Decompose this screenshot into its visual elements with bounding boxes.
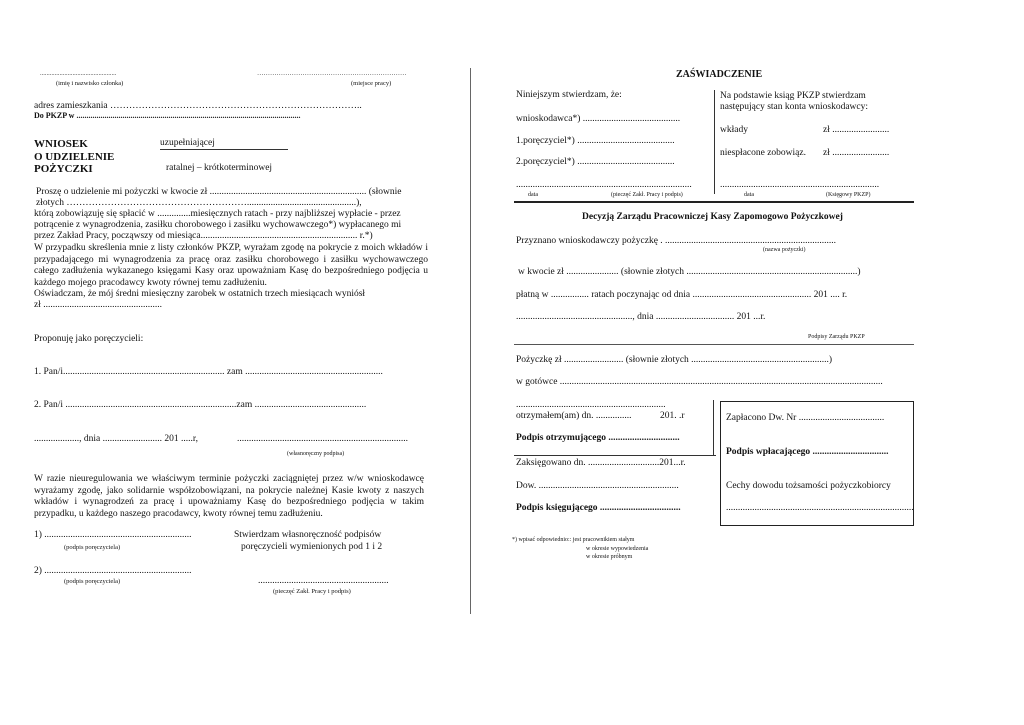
booker-signature[interactable]: Podpis księgującego .................................. [516, 503, 681, 513]
decision-separator [514, 201, 914, 203]
applicant-signature-dots[interactable]: ........................................................................ [237, 434, 408, 444]
to-pkzp-line[interactable]: Do PKZP w ................................................................................................................ [34, 111, 301, 120]
applicant-line[interactable]: wnioskodawca*) ......................................... [516, 114, 681, 124]
workplace-label: (miejsce pracy) [351, 80, 392, 87]
paid-line[interactable]: Zapłacono Dw. Nr .................................... [726, 413, 885, 423]
accountant-label: (Księgowy PKZP) [826, 192, 871, 198]
guarantors-consent: W razie nieuregulowania we właściwym terminie pożyczki zaciągniętej przez w/w wnioskodawcę wyrażamy zgodę, jako solidarnie współzobowiązani, na pokrycie należnej Kasie kwoty z naszych wkładów i wynagrodzeń za pracę i upoważniamy Kasę do bezpośredniego podjęcia w takim przypadku, u każdego naszego pracodawcy, kwoty równej temu zadłużeniu. [34, 474, 424, 519]
recipient-signature[interactable]: Podpis otrzymującego .............................. [516, 433, 680, 443]
id-features-dots[interactable]: ............................................................................... [726, 503, 914, 513]
payer-signature[interactable]: Podpis wpłacającego ................................ [726, 447, 889, 457]
applicant-signature-label: (własnoręczny podpisa) [287, 451, 345, 457]
income-line-2[interactable]: zł .................................................. [34, 300, 162, 310]
books-statement: Na podstawie ksiąg PKZP stwierdzam następujący stan konta wnioskodawcy: [720, 91, 869, 112]
id-features-label: Cechy dowodu tożsamości pożyczkobiorcy [726, 481, 891, 491]
received-year: 201. .r [660, 411, 685, 421]
request-line-4: potrącenie z wynagrodzenia, zasiłku chorobowego i zasiłku wychowawczego*) wypłacanego mi [34, 220, 402, 230]
document-line[interactable]: Dow. ........................................................... [516, 481, 679, 491]
option-installment[interactable]: ratalnej – krótkoterminowej [166, 163, 273, 173]
payout-separator [514, 344, 914, 345]
date-label-2: data [744, 192, 754, 198]
request-line-5: przez Zakład Pracy, począwszy od miesiąca.................................................................. r.*) [34, 231, 373, 241]
loan-amount-line[interactable]: Pożyczkę zł ......................... (słownie złotych ..........................................................) [516, 355, 833, 365]
loan-name-label: (nazwa pożyczki) [763, 247, 806, 253]
option-underline [160, 149, 288, 150]
unpaid-label: niespłacone zobowiąz. [720, 148, 806, 158]
name-label: (imię i nazwisko członka) [56, 80, 124, 87]
removal-consent: W przypadku skreślenia mnie z listy członków PKZP, wyrażam zgodę na pokrycie z moich wkładów i przypadającego mi wynagrodzenia za pracę oraz zasiłku chorobowego i zasiłku wychowawczego całego zadłużenia wykazanego księgami Kasy oraz upoważniam Kasę do bezpośredniego podjęcia u każdego mojego pracodawcy kwoty równej temu zadłużeniu. [34, 243, 428, 288]
board-signature-label: Podpisy Zarządu PKZP [808, 334, 865, 340]
receipt-divider [713, 400, 714, 456]
certificate-title: ZAŚWIADCZENIE [676, 69, 763, 80]
guarantors-title: Proponuję jako poręczycieli: [34, 334, 144, 344]
certificate-column-divider [714, 90, 715, 194]
certify-line: Niniejszym stwierdzam, że: [516, 90, 622, 100]
workplace-stamp-label: (pieczęć Zakł. Pracy i podpis) [273, 588, 351, 595]
stamp-label: (pieczęć Zakł. Pracy i podpis) [611, 192, 683, 198]
workplace-stamp-dots[interactable]: ....................................................... [258, 576, 389, 586]
guarantor-1-line[interactable]: 1.poręczyciel*) ......................................... [516, 136, 675, 146]
cash-line[interactable]: w gotówce ........................................................................................................................................ [516, 377, 883, 387]
deposits-value[interactable]: zł ........................ [823, 125, 890, 135]
name-dots: ............................................... [40, 70, 117, 77]
footnote: *) wpisać odpowiednio:: jest pracownikiem stałym w okresie wypowiedzenia w okresie próbnym [512, 537, 649, 560]
unpaid-value[interactable]: zł ........................ [823, 148, 890, 158]
option-supplementary[interactable]: uzupełniającej [160, 138, 215, 148]
guarantor-2-line[interactable]: 2. Pan/i ........................................................................zam ............................................... [34, 400, 367, 410]
signature-confirmation: Stwierdzam własnoręczność podpisów poręczycieli wymienionych pod 1 i 2 [233, 530, 383, 552]
deposits-label: wkłady [720, 125, 748, 135]
received-dots[interactable]: ............................................................... [516, 400, 666, 410]
income-line-1: Oświadczam, że mój średni miesięczny zarobek w ostatnich trzech miesiącach wyniósł [34, 289, 366, 299]
address-line[interactable]: adres zamieszkania …………………………………………………………………….. [34, 101, 362, 111]
guarantor-1-line[interactable]: 1. Pan/i.................................................................... zam .......................................................... [34, 367, 383, 377]
workplace-dots: …………………………………………………………… [257, 70, 407, 77]
payable-line[interactable]: płatną w ................ ratach poczynając od dnia .................................................. 201 .... r. [516, 290, 848, 300]
guarantor-1-signature[interactable]: 1) .............................................................. [34, 530, 192, 540]
date-line[interactable]: ..................., dnia ......................... 201 .....r, [34, 434, 199, 444]
booked-line[interactable]: Zaksięgowano dn. ..............................201...r. [516, 458, 686, 468]
granted-line[interactable]: Przyznano wnioskodawczy pożyczkę . ........................................................................ [516, 236, 837, 246]
guarantor-1-signature-label: (podpis poręczyciela) [64, 544, 121, 551]
guarantor-2-line[interactable]: 2.poręczyciel*) ......................................... [516, 157, 675, 167]
request-line-2: złotych …………………………………………………..............................................), [36, 198, 362, 208]
request-line-1: Proszę o udzielenie mi pożyczki w kwocie zł .................................................................. (słownie [36, 187, 402, 197]
amount-line[interactable]: w kwocie zł ...................... (słownie złotych ........................................................................) [518, 267, 861, 277]
left-signature-dots[interactable]: .......................................................................... [516, 180, 692, 190]
guarantor-2-signature-label: (podpis poręczyciela) [64, 578, 121, 585]
guarantor-2-signature[interactable]: 2) .............................................................. [34, 566, 192, 576]
decision-title: Decyzją Zarządu Pracowniczej Kasy Zapomogowo Pożyczkowej [582, 212, 843, 222]
page-divider [470, 68, 471, 614]
date-label-1: data [528, 192, 538, 198]
booking-separator [514, 455, 716, 456]
right-signature-dots[interactable]: ................................................................... [720, 180, 880, 190]
request-line-3: którą zobowiązuję się spłacić w ..............miesięcznych ratach - przy najbliższej wypłacie - przez [34, 209, 401, 219]
dated-line[interactable]: ................................................., dnia ................................. 201 ...r. [516, 312, 766, 322]
form-title: WNIOSEK O UDZIELENIE POŻYCZKI [34, 138, 115, 175]
received-line[interactable]: otrzymałem(am) dn. ............... [516, 411, 632, 421]
